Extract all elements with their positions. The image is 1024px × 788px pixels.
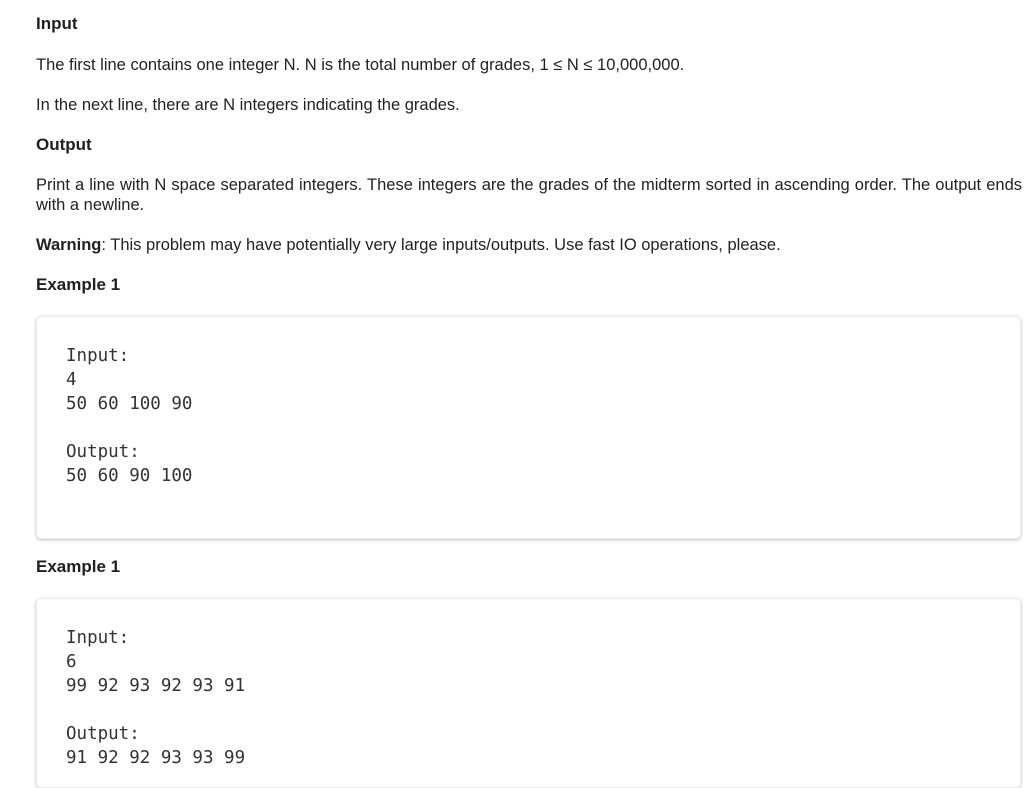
warning-label: Warning (36, 236, 102, 254)
example-1-code-box (36, 316, 1021, 539)
example-1-output-values: 50 60 90 100 (66, 466, 193, 486)
example-1-output-label: Output: (66, 442, 140, 462)
example-2-output-values: 91 92 92 93 93 99 (66, 748, 246, 768)
input-heading: Input (36, 14, 78, 33)
example-2-input-n: 6 (66, 652, 77, 672)
example-2-input-label: Input: (66, 628, 130, 648)
example-2-input-values: 99 92 93 92 93 91 (66, 676, 246, 696)
example-1-input-label: Input: (66, 346, 130, 366)
example-2-code-box (36, 598, 1021, 788)
warning-text (36, 235, 1024, 255)
input-description-line1: The first line contains one integer N. N is the total number of grades, 1 ≤ N ≤ 10,000,000. (36, 56, 685, 74)
output-description: Print a line with N space separated integers. These integers are the grades of the midterm sorted in ascending order. The output ends with a newline. (36, 176, 1022, 214)
example-2-heading: Example 1 (36, 557, 121, 576)
input-description-line2: In the next line, there are N integers indicating the grades. (36, 96, 460, 114)
example-1-input-values: 50 60 100 90 (66, 394, 193, 414)
output-heading: Output (36, 135, 92, 154)
example-1-heading: Example 1 (36, 275, 121, 294)
warning-body: : This problem may have potentially very large inputs/outputs. Use fast IO operations, please. (101, 236, 781, 254)
example-2-output-label: Output: (66, 724, 140, 744)
example-1-input-n: 4 (66, 370, 77, 390)
